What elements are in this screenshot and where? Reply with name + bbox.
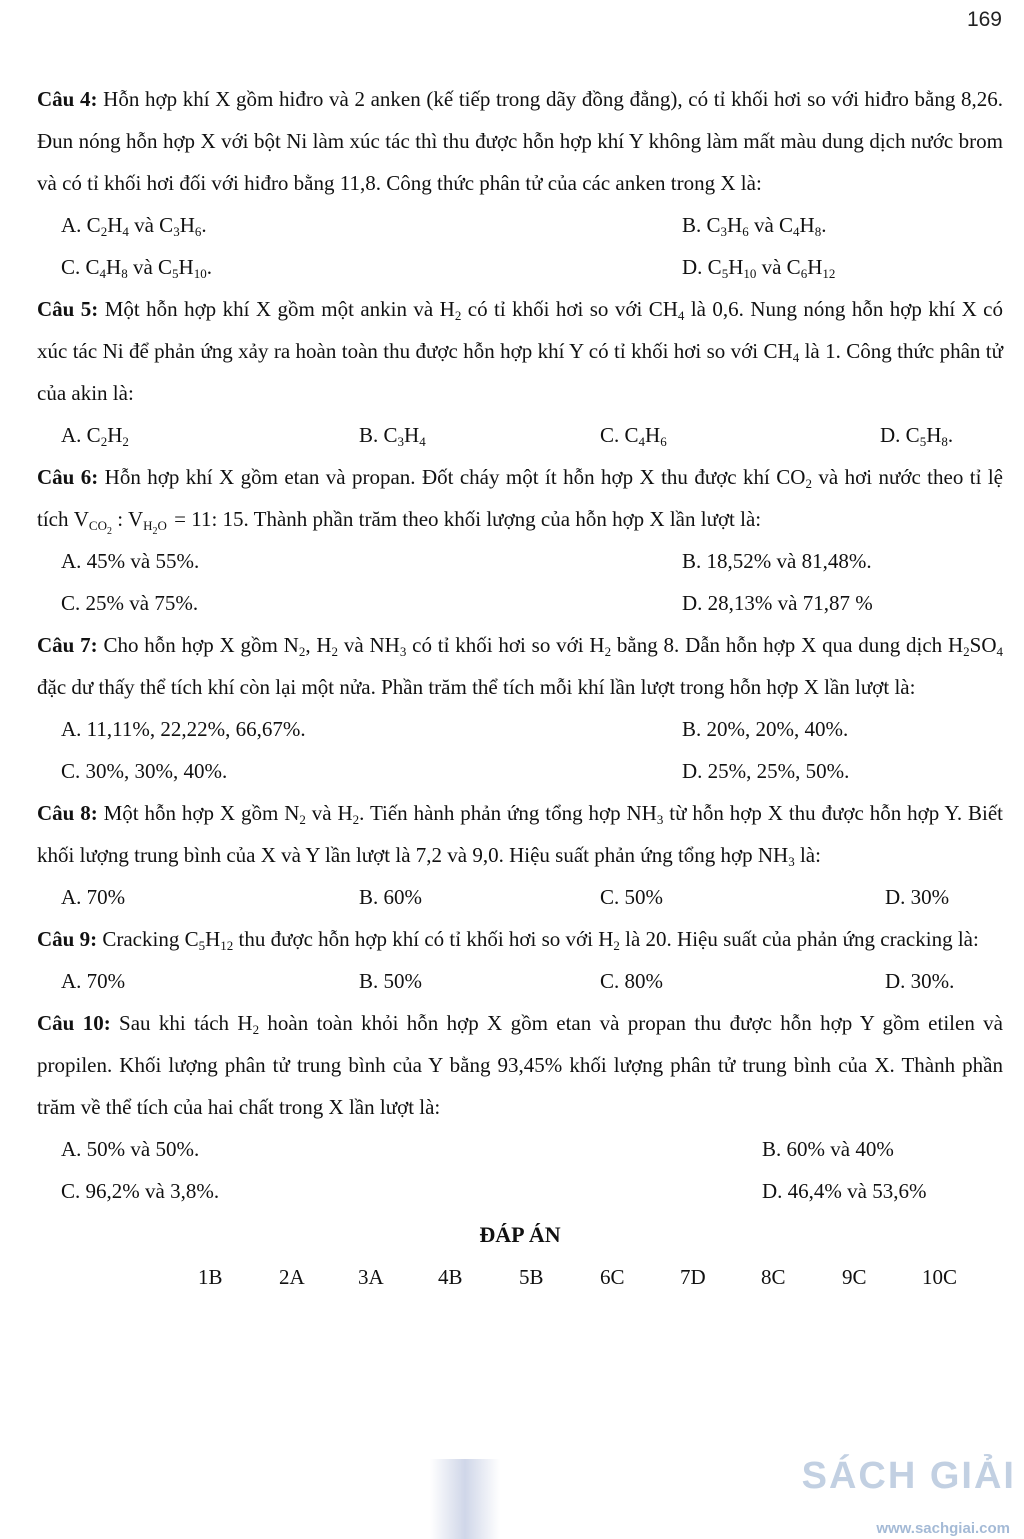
page-number: 169 bbox=[966, 8, 1002, 31]
question-label: Câu 9: bbox=[37, 927, 98, 951]
question-6 bbox=[37, 456, 1003, 540]
option-c: C. $C_4H_6$ bbox=[600, 423, 667, 449]
question-label: Câu 5: bbox=[37, 297, 99, 321]
question-5 bbox=[37, 288, 1003, 414]
answer-10: 10C bbox=[922, 1265, 958, 1289]
options-10b bbox=[37, 1170, 1003, 1212]
option-c: C. 80% bbox=[600, 969, 663, 993]
option-b: B. 50% bbox=[359, 969, 422, 993]
option-b: B. 60% bbox=[359, 885, 422, 909]
options-4 bbox=[37, 204, 1003, 246]
question-9 bbox=[37, 918, 1003, 960]
watermark-text: SÁCH GIẢI bbox=[801, 1455, 1016, 1497]
question-text: Cho hỗn hợp X gồm $N_2$, $H_2$ và $NH_3$ có tỉ khối hơi so với $H_2$ bằng 8. Dẫn hỗn hợp X qua dung dịch $H_2SO_4$ đặc dư thấy thể tích khí còn lại một nửa. Phần trăm thể tích mỗi khí lần lượt trong hỗn hợp X lần lượt là: bbox=[37, 633, 1004, 699]
decorative-strip bbox=[430, 1459, 500, 1539]
option-c: C. 30%, 30%, 40%. bbox=[61, 759, 228, 783]
question-text: Một hỗn hợp X gồm $N_2$ và $H_2$. Tiến hành phản ứng tổng hợp $NH_3$ từ hỗn hợp X thu được hỗn hợp Y. Biết khối lượng trung bình của X và Y lần lượt là 7,2 và 9,0. Hiệu suất phản ứng tổng hợp $NH_3$ là: bbox=[37, 801, 1003, 869]
options-9 bbox=[37, 960, 1003, 1002]
option-d: D. $C_5H_8$. bbox=[880, 423, 954, 449]
option-a: A. 45% và 55%. bbox=[61, 549, 200, 573]
option-b: B. 18,52% và 81,48%. bbox=[682, 549, 872, 573]
question-text: Sau khi tách $H_2$ hoàn toàn khỏi hỗn hợp X gồm etan và propan thu được hỗn hợp Y gồm etilen và propilen. Khối lượng phân tử trung bình của Y bằng 93,45% khối lượng phân tử trung bình của X. Thành phần trăm về thể tích của hai chất trong X lần lượt là: bbox=[37, 1011, 1003, 1119]
options-6b bbox=[37, 582, 1003, 624]
option-a: A. $C_2H_2$ bbox=[61, 423, 129, 449]
answer-1: 1B bbox=[198, 1265, 223, 1289]
answer-7: 7D bbox=[680, 1265, 706, 1289]
option-d: D. 25%, 25%, 50%. bbox=[682, 759, 850, 783]
answer-2: 2A bbox=[279, 1265, 305, 1289]
answer-5: 5B bbox=[519, 1265, 544, 1289]
option-a: A. 70% bbox=[61, 885, 126, 909]
volume-ratio-formula: $V_{CO_2}$ : $V_{H_2O}$ bbox=[73, 507, 167, 537]
watermark-logo bbox=[794, 1429, 1024, 1539]
option-d: D. $C_5H_{10}$ và $C_6H_{12}$ bbox=[682, 255, 836, 281]
option-d: D. 46,4% và 53,6% bbox=[762, 1179, 927, 1203]
question-10 bbox=[37, 1002, 1003, 1128]
options-4b bbox=[37, 246, 1003, 288]
question-text: Hỗn hợp khí X gồm etan và propan. Đốt cháy một ít hỗn hợp X thu được khí $CO_2$ và hơi nước theo tỉ lệ tích bbox=[37, 465, 1003, 531]
option-a: A. 70% bbox=[61, 969, 126, 993]
answer-3: 3A bbox=[358, 1265, 384, 1289]
option-c: C. 25% và 75%. bbox=[61, 591, 199, 615]
option-d: D. 30% bbox=[885, 885, 950, 909]
option-c: C. $C_4H_8$ và $C_5H_{10}$. bbox=[61, 255, 212, 281]
option-a: A. 50% và 50%. bbox=[61, 1137, 200, 1161]
options-7b bbox=[37, 750, 1003, 792]
option-b: B. 20%, 20%, 40%. bbox=[682, 717, 849, 741]
question-label: Câu 10: bbox=[37, 1011, 111, 1035]
option-d: D. 30%. bbox=[885, 969, 955, 993]
question-7 bbox=[37, 624, 1003, 708]
question-text: Một hỗn hợp khí X gồm một ankin và $H_2$ có tỉ khối hơi so với $CH_4$ là 0,6. Nung nóng hỗn hợp khí X có xúc tác Ni để phản ứng xảy ra hoàn toàn thu được hỗn hợp khí Y có tỉ khối hơi so với $CH_4$ là 1. Công thức phân tử của akin là: bbox=[37, 297, 1003, 405]
options-6 bbox=[37, 540, 1003, 582]
question-8 bbox=[37, 792, 1003, 876]
answer-9: 9C bbox=[842, 1265, 867, 1289]
question-label: Câu 4: bbox=[37, 87, 98, 111]
option-b: B. 60% và 40% bbox=[762, 1137, 894, 1161]
question-label: Câu 8: bbox=[37, 801, 98, 825]
question-text-end: = 11: 15. Thành phần trăm theo khối lượng của hỗn hợp X lần lượt là: bbox=[168, 507, 762, 531]
answer-key-title: ĐÁP ÁN bbox=[479, 1222, 561, 1247]
question-label: Câu 6: bbox=[37, 465, 99, 489]
answer-6: 6C bbox=[600, 1265, 625, 1289]
options-8 bbox=[37, 876, 1003, 918]
watermark-url: www.sachgiai.com bbox=[876, 1520, 1010, 1537]
document-body bbox=[37, 78, 1003, 1298]
option-b: B. $C_3H_6$ và $C_4H_8$. bbox=[682, 213, 827, 239]
question-text: Hỗn hợp khí X gồm hiđro và 2 anken (kế tiếp trong dãy đồng đẳng), có tỉ khối hơi so với hiđro bằng 8,26. Đun nóng hỗn hợp X với bột Ni làm xúc tác thì thu được hỗn hợp khí Y không làm mất màu dung dịch nước brom và có tỉ khối hơi đối với hiđro bằng 11,8. Công thức phân tử của các anken trong X là: bbox=[37, 87, 1004, 195]
answer-4: 4B bbox=[438, 1265, 463, 1289]
option-a: A. $C_2H_4$ và $C_3H_6$. bbox=[61, 213, 207, 239]
question-label: Câu 7: bbox=[37, 633, 98, 657]
option-a: A. 11,11%, 22,22%, 66,67%. bbox=[61, 717, 306, 741]
answer-key-row bbox=[37, 1256, 1003, 1298]
question-text: Cracking $C_5H_{12}$ thu được hỗn hợp khí có tỉ khối hơi so với $H_2$ là 20. Hiệu suất của phản ứng cracking là: bbox=[97, 927, 979, 953]
option-b: B. $C_3H_4$ bbox=[359, 423, 426, 449]
option-c: C. 96,2% và 3,8%. bbox=[61, 1179, 220, 1203]
options-7 bbox=[37, 708, 1003, 750]
option-c: C. 50% bbox=[600, 885, 663, 909]
options-10 bbox=[37, 1128, 1003, 1170]
answer-8: 8C bbox=[761, 1265, 786, 1289]
option-d: D. 28,13% và 71,87 % bbox=[682, 591, 873, 615]
question-4 bbox=[37, 78, 1003, 204]
options-5 bbox=[37, 414, 1003, 456]
